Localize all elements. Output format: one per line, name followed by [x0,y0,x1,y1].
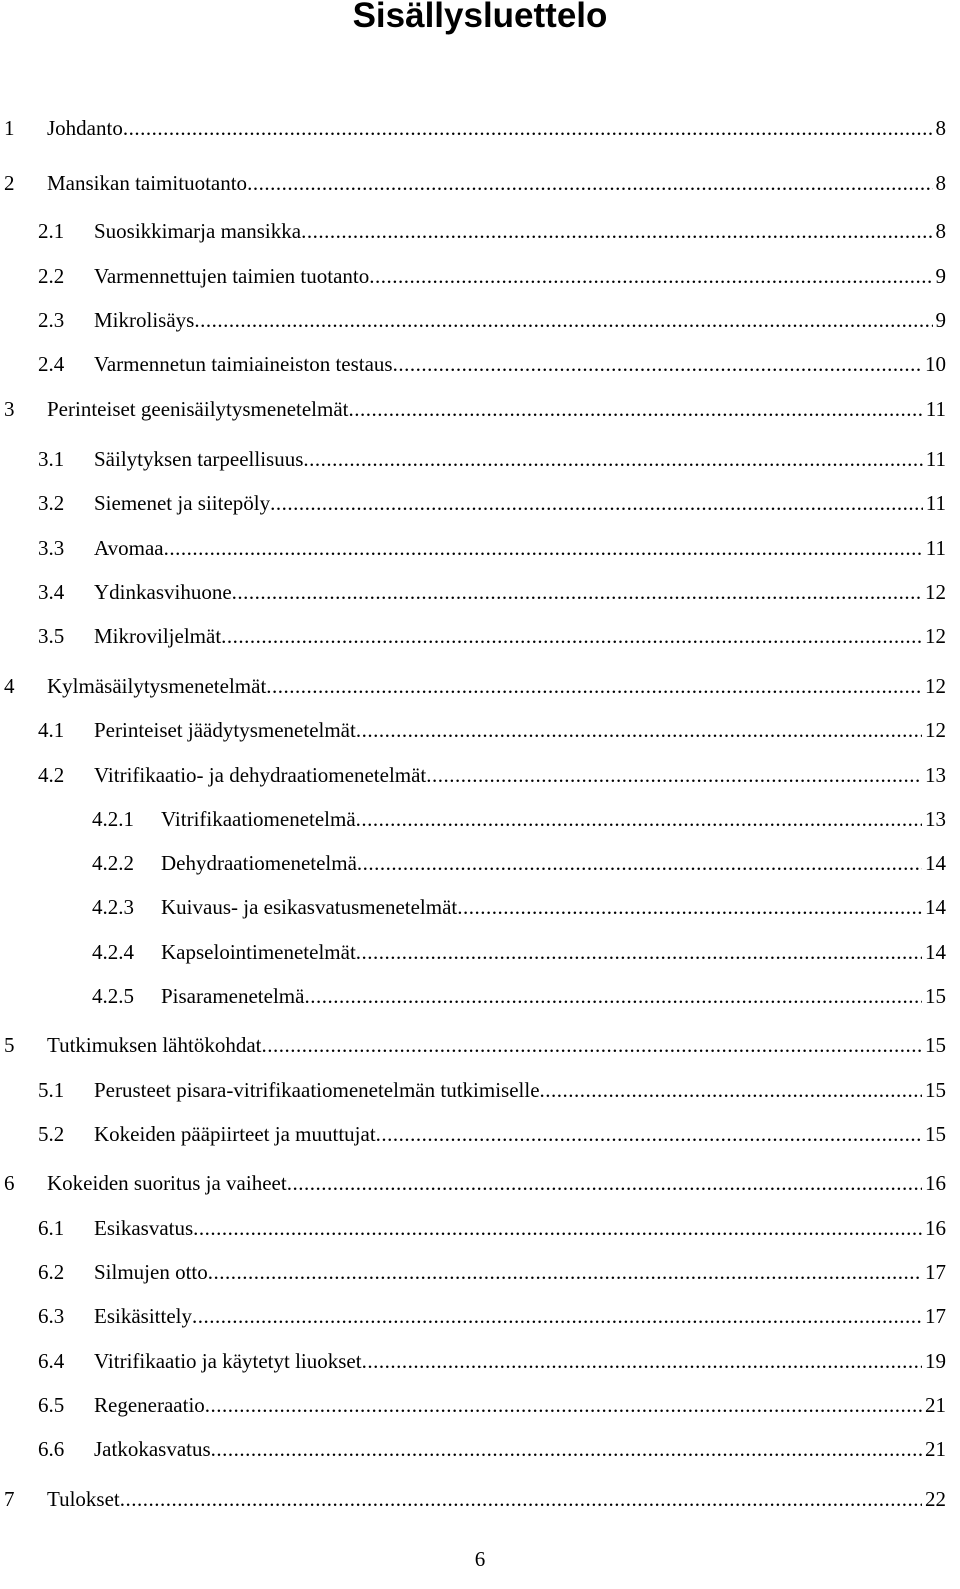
toc-entry-page: 19 [925,1349,946,1373]
dot-leader [208,1259,922,1285]
toc-entry-number: 4.2.2 [92,851,134,875]
toc-entry-number: 1 [4,116,15,140]
toc-entry-number: 3 [4,397,15,421]
toc-entry-page: 9 [935,264,946,288]
toc-entry[interactable] [0,850,946,876]
toc-entry[interactable] [0,939,946,965]
toc-entry[interactable] [0,1348,946,1374]
dot-leader [123,115,933,141]
dot-leader [457,894,922,920]
toc-entry[interactable] [0,1032,946,1058]
toc-entry-page: 15 [925,1033,946,1057]
toc-entry[interactable] [0,351,946,377]
toc-entry-number: 6.4 [38,1349,65,1373]
toc-entry-page: 8 [935,116,946,140]
toc-entry-title: Pisaramenetelmä [161,984,305,1008]
dot-leader [301,218,932,244]
toc-entry-number: 6.3 [38,1304,65,1328]
toc-entry-title: Kylmäsäilytysmenetelmät [47,674,267,698]
toc-entry[interactable] [0,396,946,422]
toc-entry-number: 2.3 [38,308,65,332]
dot-leader [164,535,923,561]
toc-entry-number: 5 [4,1033,15,1057]
toc-entry-page: 17 [925,1304,946,1328]
dot-leader [376,1121,922,1147]
toc-entry-page: 11 [925,491,946,515]
toc-entry-number: 3.1 [38,447,65,471]
dot-leader [426,762,922,788]
toc-entry[interactable] [0,579,946,605]
toc-entry-page: 14 [925,851,946,875]
toc-entry-number: 4.2.3 [92,895,134,919]
dot-leader [357,850,922,876]
toc-entry[interactable] [0,490,946,516]
toc-entry-title: Kokeiden suoritus ja vaiheet [47,1171,287,1195]
toc-entry-title: Perinteiset jäädytysmenetelmät [94,718,356,742]
toc-entry[interactable] [0,1170,946,1196]
toc-entry-page: 11 [925,397,946,421]
dot-leader [232,579,922,605]
dot-leader [356,806,922,832]
toc-entry-page: 15 [925,1122,946,1146]
toc-entry-number: 4.2.5 [92,984,134,1008]
toc-entry-number: 6.1 [38,1216,65,1240]
toc-entry-page: 15 [925,1078,946,1102]
toc-entry-number: 3.5 [38,624,65,648]
toc-entry[interactable] [0,762,946,788]
toc-entry[interactable] [0,1486,946,1512]
toc-entry-page: 10 [925,352,946,376]
dot-leader [211,1436,922,1462]
toc-entry[interactable] [0,806,946,832]
toc-entry-page: 12 [925,674,946,698]
dot-leader [362,1348,922,1374]
toc-entry-page: 16 [925,1171,946,1195]
toc-entry-title: Vitrifikaatio ja käytetyt liuokset [94,1349,362,1373]
toc-entry[interactable] [0,446,946,472]
toc-entry[interactable] [0,1077,946,1103]
toc-entry-page: 11 [925,536,946,560]
toc-entry-number: 4.2.1 [92,807,134,831]
toc-entry-title: Ydinkasvihuone [94,580,232,604]
toc-entry-number: 6.5 [38,1393,65,1417]
toc-entry-number: 4 [4,674,15,698]
dot-leader [193,1215,922,1241]
toc-entry[interactable] [0,894,946,920]
toc-entry-title: Varmennettujen taimien tuotanto [94,264,370,288]
toc-entry-number: 2.4 [38,352,65,376]
toc-entry-page: 11 [925,447,946,471]
toc-entry-number: 6 [4,1171,15,1195]
toc-entry-page: 14 [925,940,946,964]
toc-entry-title: Mikroviljelmät [94,624,222,648]
toc-entry-page: 17 [925,1260,946,1284]
toc-entry[interactable] [0,1392,946,1418]
toc-entry-title: Kokeiden pääpiirteet ja muuttujat [94,1122,376,1146]
toc-entry-title: Silmujen otto [94,1260,208,1284]
toc-entry-page: 21 [925,1393,946,1417]
toc-entry[interactable] [0,263,946,289]
dot-leader [349,396,923,422]
toc-entry-number: 6.2 [38,1260,65,1284]
toc-entry-title: Esikäsittely [94,1304,192,1328]
toc-entry-title: Vitrifikaatio- ja dehydraatiomenetelmät [94,763,427,787]
toc-entry[interactable] [0,535,946,561]
toc-entry[interactable] [0,1303,946,1329]
dot-leader [266,673,922,699]
toc-entry-number: 4.2.4 [92,940,134,964]
dot-leader [270,490,923,516]
toc-entry-number: 5.2 [38,1122,65,1146]
toc-entry-title: Avomaa [94,536,164,560]
toc-entry-page: 12 [925,580,946,604]
toc-entry[interactable] [0,218,946,244]
toc-entry[interactable] [0,307,946,333]
toc-entry-title: Siemenet ja siitepöly [94,491,271,515]
dot-leader [304,983,922,1009]
toc-entry-page: 8 [935,219,946,243]
page-title: Sisällysluettelo [352,0,608,35]
page-number: 6 [474,1547,486,1571]
toc-entry-number: 2.2 [38,264,65,288]
dot-leader [393,351,922,377]
toc-entry-page: 9 [935,308,946,332]
toc-entry-number: 4.2 [38,763,65,787]
dot-leader [247,170,932,196]
dot-leader [221,623,922,649]
toc-entry[interactable] [0,673,946,699]
toc-entry-page: 13 [925,763,946,787]
toc-entry-page: 14 [925,895,946,919]
toc-entry-title: Esikasvatus [94,1216,194,1240]
toc-entry-number: 4.1 [38,718,65,742]
toc-entry-number: 7 [4,1487,15,1511]
toc-entry-page: 21 [925,1437,946,1461]
dot-leader [261,1032,922,1058]
toc-entry[interactable] [0,623,946,649]
toc-entry-title: Perusteet pisara-vitrifikaatiomenetelmän tutkimiselle [94,1078,540,1102]
dot-leader [287,1170,922,1196]
toc-entry-title: Regeneraatio [94,1393,205,1417]
toc-entry[interactable] [0,717,946,743]
toc-entry-title: Suosikkimarja mansikka [94,219,302,243]
toc-entry-page: 12 [925,718,946,742]
toc-entry-title: Vitrifikaatiomenetelmä [161,807,356,831]
toc-entry-title: Kapselointimenetelmät [161,940,356,964]
toc-entry-page: 8 [935,171,946,195]
toc-entry-title: Dehydraatiomenetelmä [161,851,357,875]
toc-entry-title: Tulokset [47,1487,120,1511]
dot-leader [205,1392,922,1418]
toc-entry-number: 3.4 [38,580,65,604]
dot-leader [303,446,922,472]
dot-leader [369,263,932,289]
toc-entry-title: Mikrolisäys [94,308,195,332]
toc-entry[interactable] [0,1215,946,1241]
dot-leader [540,1077,922,1103]
dot-leader [356,717,922,743]
toc-entry-number: 5.1 [38,1078,65,1102]
dot-leader [194,307,932,333]
toc-entry-number: 2 [4,171,15,195]
toc-entry-title: Johdanto [47,116,123,140]
toc-entry-number: 2.1 [38,219,65,243]
toc-entry-number: 3.2 [38,491,65,515]
toc-entry-page: 12 [925,624,946,648]
toc-entry-title: Mansikan taimituotanto [47,171,248,195]
toc-entry[interactable] [0,115,946,141]
toc-entry[interactable] [0,1436,946,1462]
dot-leader [192,1303,922,1329]
toc-entry[interactable] [0,170,946,196]
toc-entry-page: 16 [925,1216,946,1240]
toc-entry-title: Jatkokasvatus [94,1437,211,1461]
toc-entry-page: 15 [925,984,946,1008]
toc-entry-page: 22 [925,1487,946,1511]
toc-entry-number: 3.3 [38,536,65,560]
toc-entry[interactable] [0,1121,946,1147]
toc-entry-title: Perinteiset geenisäilytysmenetelmät [47,397,349,421]
toc-entry-title: Tutkimuksen lähtökohdat [47,1033,262,1057]
toc-entry-page: 13 [925,807,946,831]
toc-entry-number: 6.6 [38,1437,65,1461]
dot-leader [120,1486,922,1512]
toc-entry-title: Kuivaus- ja esikasvatusmenetelmät [161,895,458,919]
toc-entry-title: Säilytyksen tarpeellisuus [94,447,304,471]
dot-leader [356,939,922,965]
toc-entry[interactable] [0,1259,946,1285]
toc-entry-title: Varmennetun taimiaineiston testaus [94,352,393,376]
toc-entry[interactable] [0,983,946,1009]
